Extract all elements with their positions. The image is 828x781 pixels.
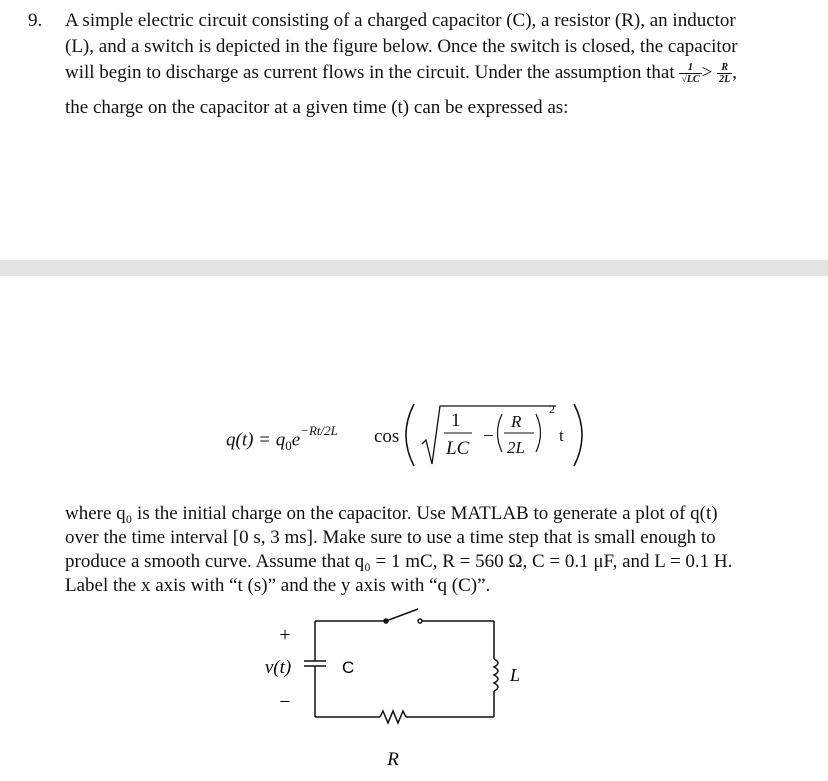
equation-power: 2 (549, 402, 555, 416)
equation-cos: cos (374, 426, 400, 447)
instructions (65, 502, 775, 598)
voltage-label: v(t) (264, 657, 292, 678)
instructions-line-3: produce a smooth curve. Assume that q₀ = 1 mC, R = 560 Ω, C = 0.1 μF, and L = 0.1 H. (65, 551, 733, 572)
problem-line-3-text: will begin to discharge as current flows in the circuit. Under the assumption that (65, 62, 675, 83)
inductor-coil (494, 659, 498, 691)
condition-num-1: 1 (679, 62, 701, 74)
condition-fraction-right (717, 62, 732, 85)
problem-line-1: A simple electric circuit consisting of a charged capacitor (C), a resistor (R), an inductor (65, 10, 736, 31)
capacitor-label: C (342, 658, 355, 677)
equation-frac-num: 1 (451, 410, 461, 431)
resistor-zigzag (380, 711, 406, 723)
condition-comma: , (732, 62, 737, 83)
condition-gt: > (701, 62, 713, 83)
instructions-line-1: where q₀ is the initial charge on the capacitor. Use MATLAB to generate a plot of q(t) (65, 503, 718, 524)
equation-exponent: −Rt/2L (300, 423, 338, 438)
problem-line-4: the charge on the capacitor at a given time (t) can be expressed as: (65, 97, 569, 118)
equation-lhs: $q(t) = q_0e^{-Rt/2L}$ (226, 423, 338, 454)
circuit-diagram (230, 605, 550, 775)
equation-r-num: R (511, 412, 522, 431)
charge-equation (226, 404, 586, 474)
condition-fraction-left (679, 62, 701, 85)
resistor-label: R (387, 749, 399, 770)
equation-r-den: 2L (507, 438, 525, 457)
page-separator (0, 260, 828, 276)
condition-den-2: 2L (719, 74, 731, 86)
equation-minus: − (483, 426, 494, 447)
terminal-minus: − (279, 691, 291, 713)
equation-radical-svg (396, 400, 596, 470)
condition-num-2: R (717, 62, 732, 74)
equation-t: t (559, 426, 564, 445)
switch-lever (386, 609, 418, 621)
problem-line-3 (65, 60, 737, 86)
condition-den-1: √LC (681, 74, 700, 86)
instructions-line-2: over the time interval [0 s, 3 ms]. Make sure to use a time step that is small enough to (65, 527, 716, 548)
inductor-label: L (510, 665, 521, 685)
instructions-line-4: Label the x axis with “t (s)” and the y axis with “q (C)”. (65, 575, 491, 596)
equation-frac-den: LC (446, 438, 470, 459)
problem-line-2: (L), and a switch is depicted in the figure below. Once the switch is closed, the capacitor (65, 36, 738, 57)
terminal-plus: + (279, 624, 291, 646)
problem-number: 9. (28, 10, 43, 31)
